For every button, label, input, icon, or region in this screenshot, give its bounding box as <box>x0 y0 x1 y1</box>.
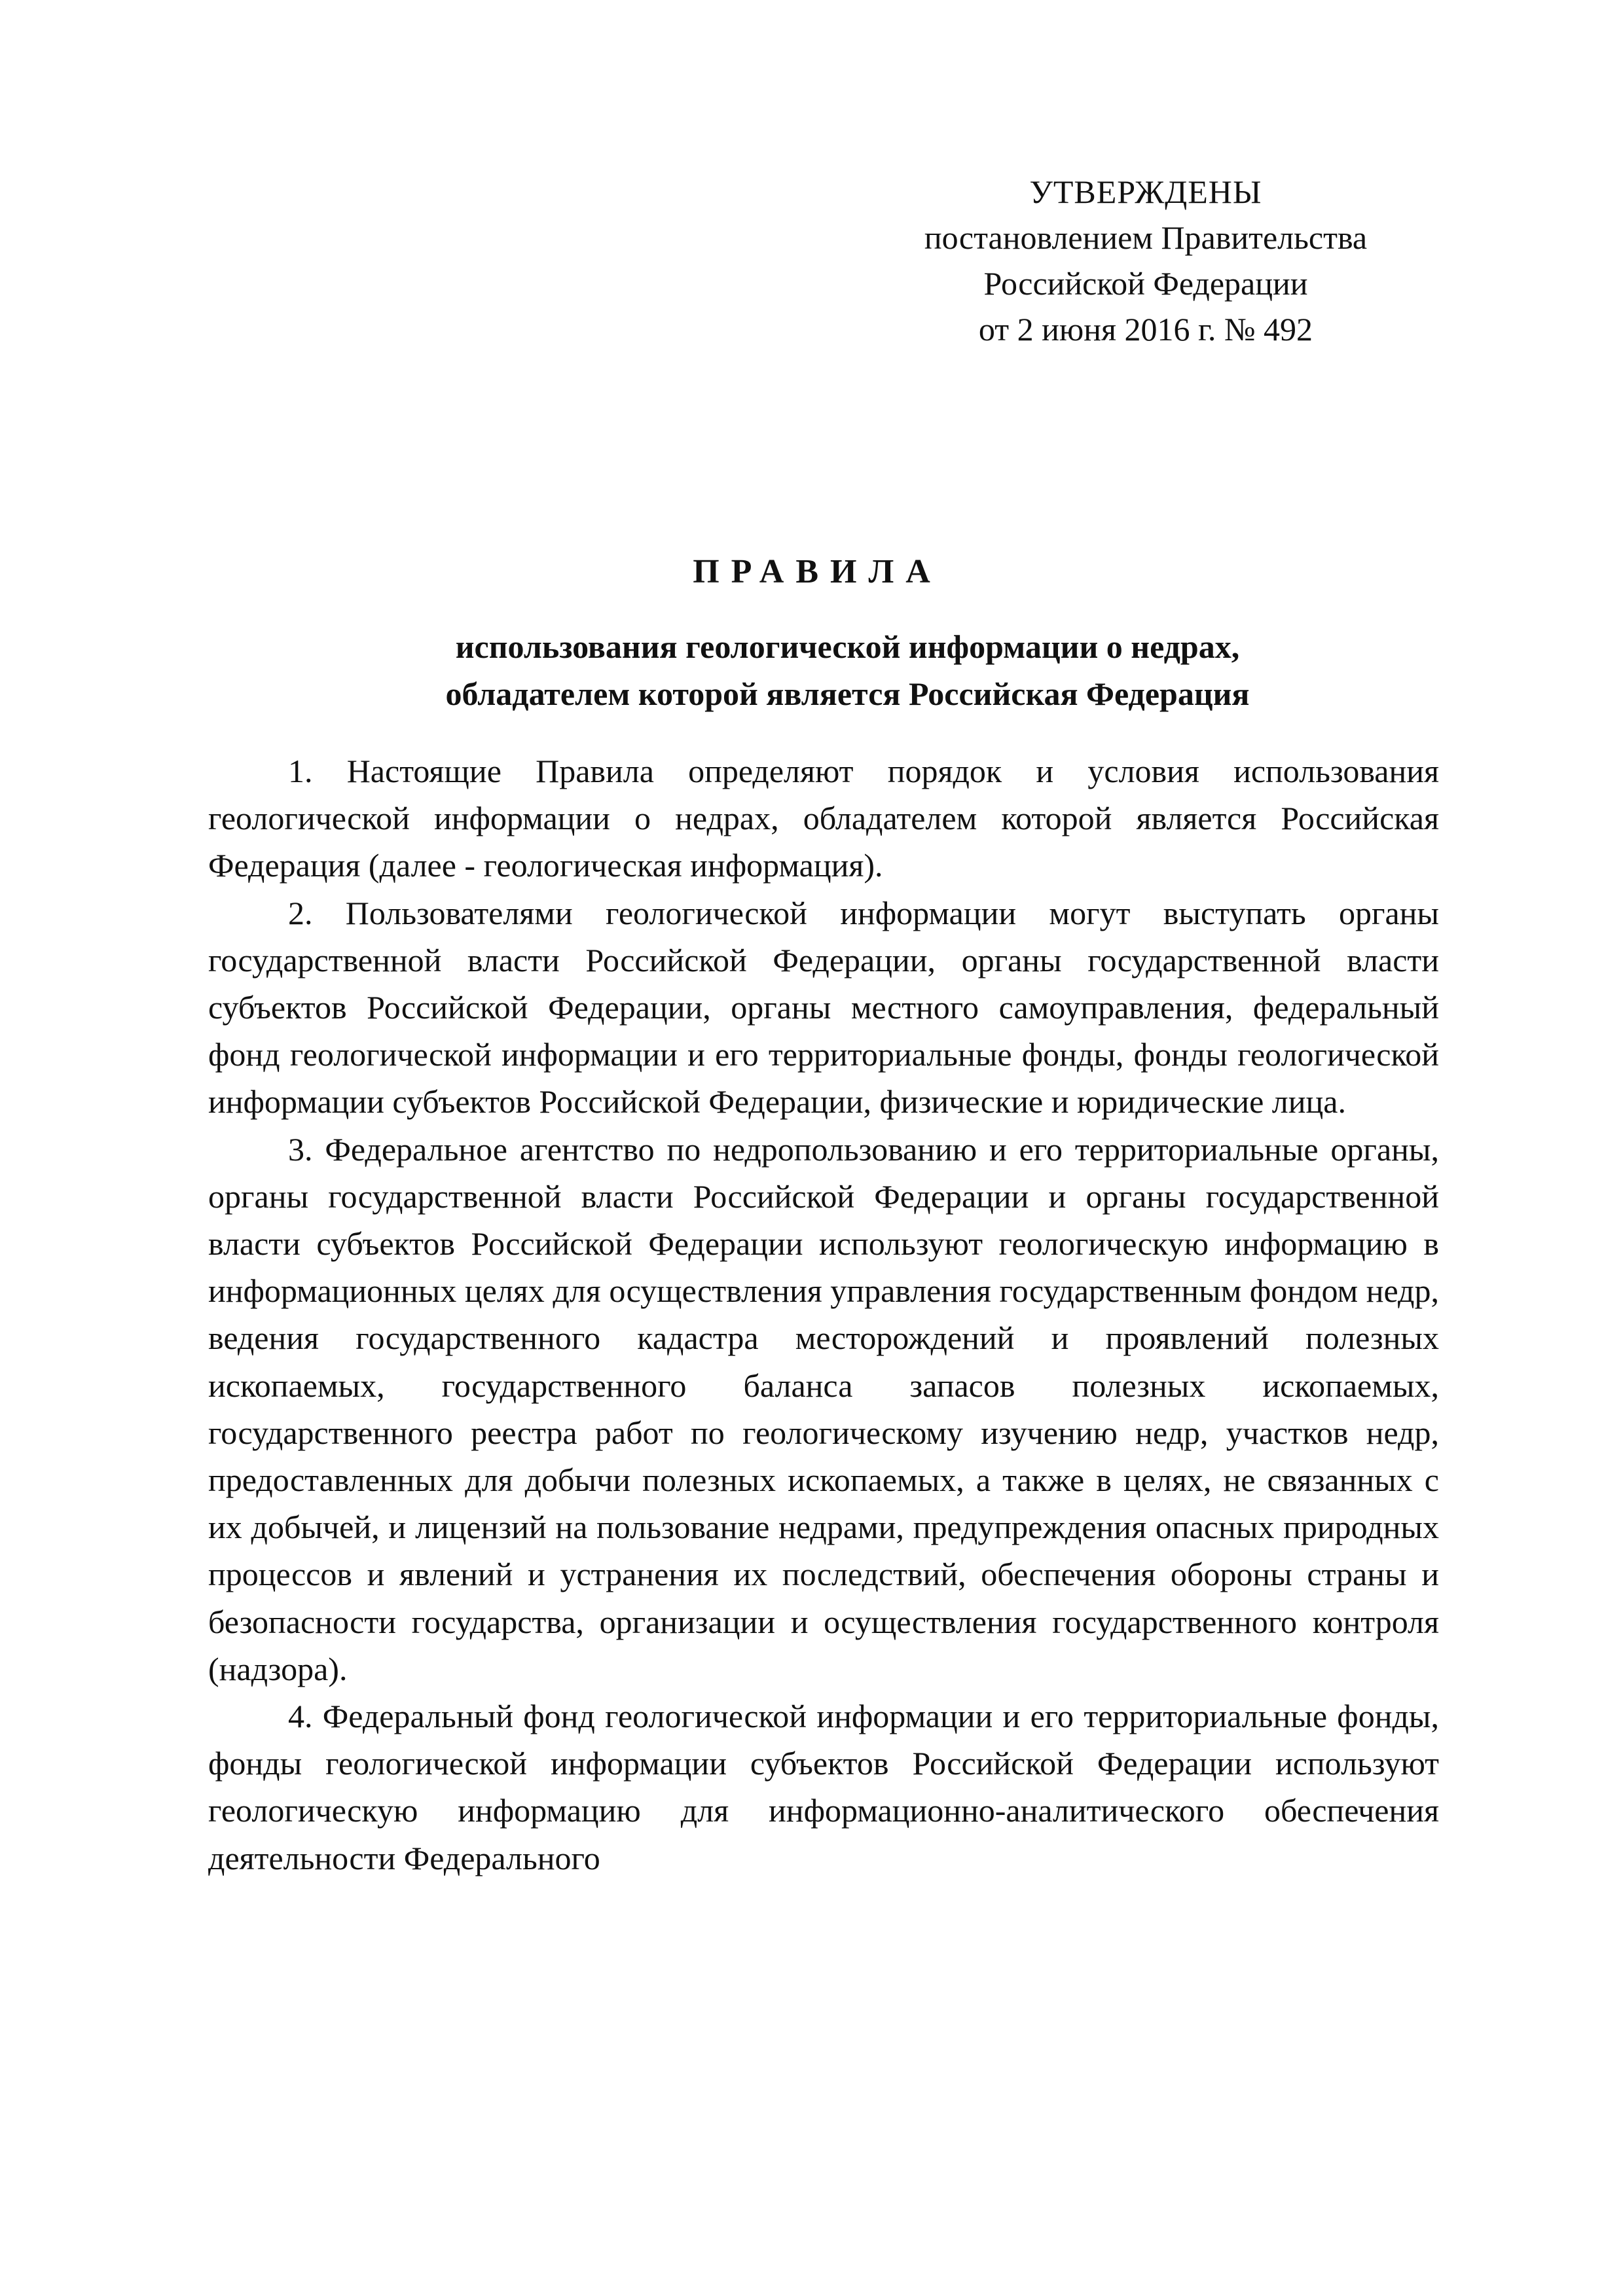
approval-line-country: Российской Федерации <box>983 265 1308 302</box>
document-heading <box>0 548 1623 717</box>
approval-stamp-block <box>851 169 1440 352</box>
document-subtitle-line-1: использования геологической информации о недрах, <box>455 628 1240 665</box>
approval-line-date-number: от 2 июня 2016 г. № 492 <box>978 311 1313 348</box>
paragraph-2: 2. Пользователями геологической информации могут выступать органы государственной власти Российской Федерации, органы государственной власти субъектов Российской Федерации, органы местного самоуправления, федеральный фонд геологической информации и его территориальные фонды, фонды геологической информации субъектов Российской Федерации, физические и юридические лица. <box>208 894 1439 1121</box>
document-body <box>208 747 1439 1882</box>
paragraph-4: 4. Федеральный фонд геологической информации и его территориальные фонды, фонды геологической информации субъектов Российской Федерации используют геологическую информацию для информационно-аналитического обеспечения деятельности Федерального <box>208 1698 1439 1876</box>
approval-title: УТВЕРЖДЕНЫ <box>1029 173 1262 210</box>
document-subtitle <box>0 623 1623 717</box>
paragraph-1: 1. Настоящие Правила определяют порядок и условия использования геологической информации о недрах, обладателем которой является Российская Федерация (далее - геологическая информация). <box>208 753 1439 884</box>
document-title: ПРАВИЛА <box>693 553 942 590</box>
document-subtitle-line-2: обладателем которой является Российская Федерация <box>445 675 1250 712</box>
paragraph-3: 3. Федеральное агентство по недропользованию и его территориальные органы, органы государственной власти Российской Федерации и органы государственной власти субъектов Российской Федерации используют геологическую информацию в информационных целях для осуществления управления государственным фондом недр, ведения государственного кадастра месторождений и проявлений полезных ископаемых, государственного баланса запасов полезных ископаемых, государственного реестра работ по геологическому изучению недр, участков недр, предоставленных для добычи полезных ископаемых, а также в целях, не связанных с их добычей, и лицензий на пользование недрами, предупреждения опасных природных процессов и явлений и устранения их последствий, обеспечения обороны страны и безопасности государства, организации и осуществления государственного контроля (надзора). <box>208 1130 1439 1687</box>
approval-line-resolution: постановлением Правительства <box>924 219 1368 256</box>
